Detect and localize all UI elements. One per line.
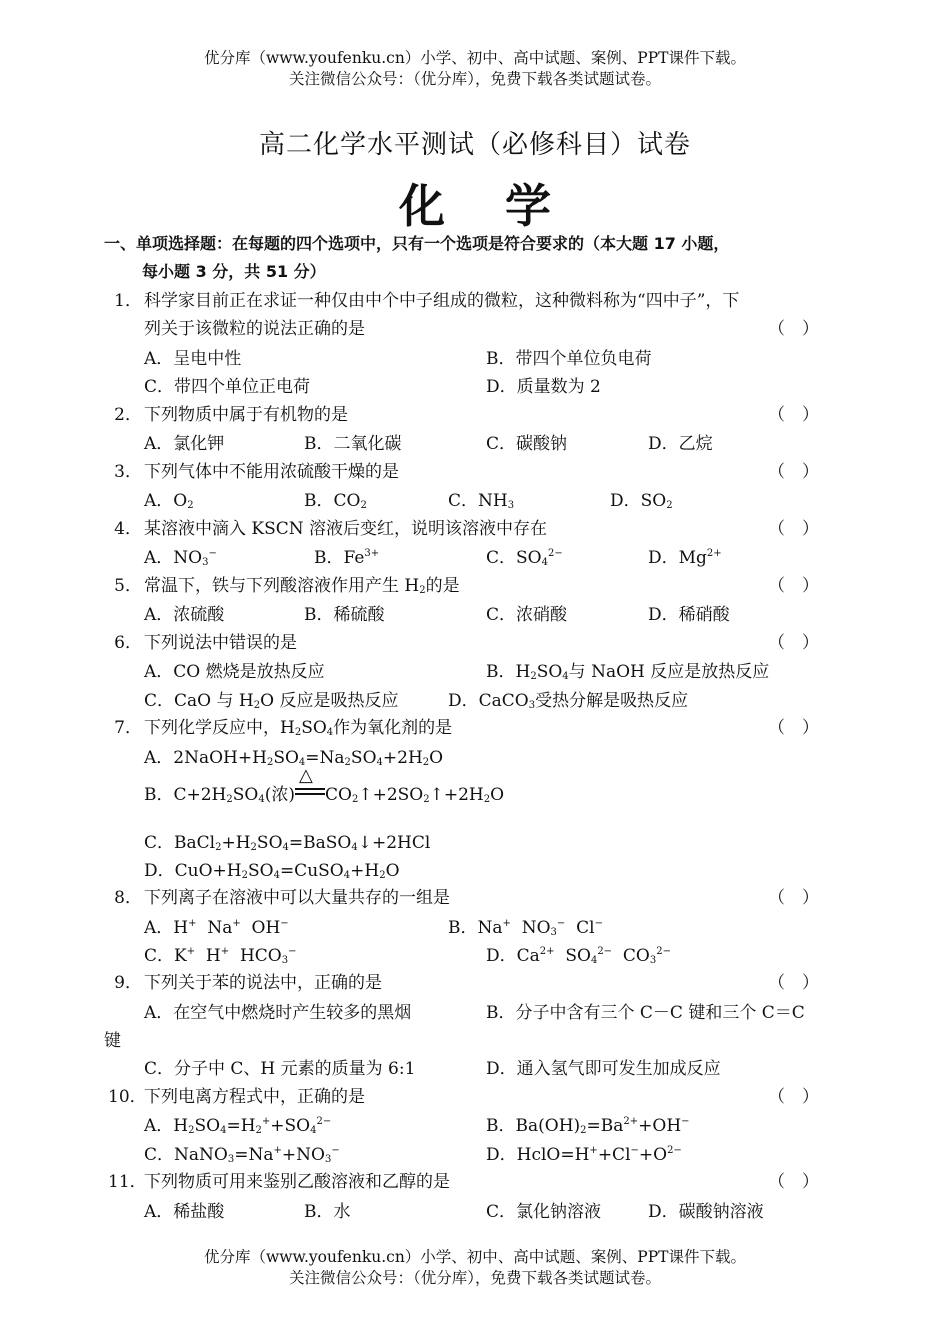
option-a: A．在空气中燃烧时产生较多的黑烟 [144,1003,412,1023]
question-3: 3． 下列气体中不能用浓硫酸干燥的是 [114,462,399,482]
option-d: D．$SO_2$ [610,491,673,511]
option-a: A．稀盐酸 [144,1202,225,1222]
option-a: A．氯化钾 [144,434,225,454]
option-d: D．质量数为 2 [486,377,601,397]
option-a: A．$O_2$ [144,491,194,511]
option-d: D．$CuO+H_2SO_4=CuSO_4+H_2O$ [144,861,400,881]
option-c: C．碳酸钠 [486,434,568,454]
question-2: 2． 下列物质中属于有机物的是 [114,405,348,425]
option-b: B．带四个单位负电荷 [486,349,652,369]
option-d: D．CaCO$_3$受热分解是吸热反应 [448,691,689,711]
question-11: 11．下列物质可用来鉴别乙酸溶液和乙醇的是 [108,1172,450,1192]
footer-line-1: 优分库（www.youfenku.cn）小学、初中、高中试题、案例、PPT课件下载。 [203,1248,747,1266]
question-1-stem-cont: 列关于该微粒的说法正确的是 [144,319,365,339]
option-c: C．浓硝酸 [486,605,568,625]
option-c: C．$BaCl_2+H_2SO_4=BaSO_4↓+2HCl$ [144,833,431,853]
option-b: B．$Fe^{3+}$ [314,548,380,568]
option-c: C．氯化钠溶液 [486,1202,602,1222]
footer-line-2: 关注微信公众号：（优分库），免费下载各类试题试卷。 [288,1269,661,1287]
option-c: C．带四个单位正电荷 [144,377,311,397]
option-b: B．$C+2H_2SO_4$(浓) △ $CO_2↑+2SO_2↑+2H_2O$ [144,765,505,805]
option-d: D．$HclO=H^++Cl^-+O^{2-}$ [486,1145,682,1165]
option-d: D．稀硝酸 [648,605,730,625]
page-footer [0,1247,950,1289]
option-d: D．$Ca^{2+}$ $SO_4^{2-}$ $CO_3^{2-}$ [486,946,671,966]
question-8: 8． 下列离子在溶液中可以大量共存的一组是 [114,888,450,908]
subject-title: 化学 [399,179,611,233]
section-line-1: 一、单项选择题：在每题的四个选项中，只有一个选项是符合要求的（本大题 17 小题， [104,234,730,253]
question-1: 1． 科学家目前正在求证一种仅由中个中子组成的微粒，这种微料称为“四中子”，下 [114,291,740,311]
option-b: B．$CO_2$ [304,491,367,511]
option-c: C．$NH_3$ [448,491,515,511]
option-c: C．K+ H+ $HCO_3^-$ [144,946,297,966]
heating-condition-sign: △ [295,785,325,805]
option-b-wrap: 键 [104,1031,121,1051]
option-c: C．$NaNO_3=Na^++NO_3^-$ [144,1145,340,1165]
header-line-1: 优分库（www.youfenku.cn）小学、初中、高中试题、案例、PPT课件下载。 [203,49,747,67]
section-heading [104,230,864,286]
option-a: A．$2NaOH+H_2SO_4=Na_2SO_4+2H_2O$ [144,748,444,768]
exam-title: 高二化学水平测试（必修科目）试卷 [258,130,691,160]
option-b: B．$Ba(OH)_2=Ba^{2+}+OH^-$ [486,1116,690,1136]
option-d: D．$Mg^{2+}$ [648,548,722,568]
question-10: 10．下列电离方程式中，正确的是 [108,1087,365,1107]
option-d: D．碳酸钠溶液 [648,1202,764,1222]
option-b: B．稀硫酸 [304,605,385,625]
question-7: 7． 下列化学反应中，$H_2SO_4$作为氧化剂的是 [114,718,453,738]
page-header [0,48,950,90]
option-a: A．呈电中性 [144,349,242,369]
option-a: A．$H_2SO_4=H_2^++SO_4^{2-}$ [144,1116,332,1136]
question-stem: 科学家目前正在求证一种仅由中个中子组成的微粒，这种微料称为“四中子”，下 [144,291,740,311]
option-a: A．H+ Na+ OH− [144,918,289,938]
option-c: C．分子中 C、H 元素的质量为 6:1 [144,1059,416,1079]
question-9: 9． 下列关于苯的说法中，正确的是 [114,973,382,993]
question-5: 5． 常温下，铁与下列酸溶液作用产生 $H_2$的是 [114,576,460,596]
option-d: D．乙烷 [648,434,713,454]
option-c: C．$SO_4^{2-}$ [486,548,563,568]
option-a: A．CO 燃烧是放热反应 [144,662,325,682]
option-b: B．水 [304,1202,351,1222]
option-a: A．$NO_3^-$ [144,548,217,568]
option-d: D．通入氢气即可发生加成反应 [486,1059,721,1079]
option-b: B．分子中含有三个 C－C 键和三个 C＝C [486,1003,805,1023]
option-a: A．浓硫酸 [144,605,225,625]
option-c: C．CaO 与 $H_2O$ 反应是吸热反应 [144,691,399,711]
option-b: B．二氧化碳 [304,434,402,454]
option-b: B．Na+ $NO_3^-$ Cl− [448,918,603,938]
question-4: 4． 某溶液中滴入 KSCN 溶液后变红，说明该溶液中存在 [114,519,548,539]
option-b: B．$H_2SO_4$与 NaOH 反应是放热反应 [486,662,770,682]
header-line-2: 关注微信公众号：（优分库），免费下载各类试题试卷。 [288,70,661,88]
section-line-2: 每小题 3 分，共 51 分） [142,262,326,281]
question-6: 6． 下列说法中错误的是 [114,633,297,653]
